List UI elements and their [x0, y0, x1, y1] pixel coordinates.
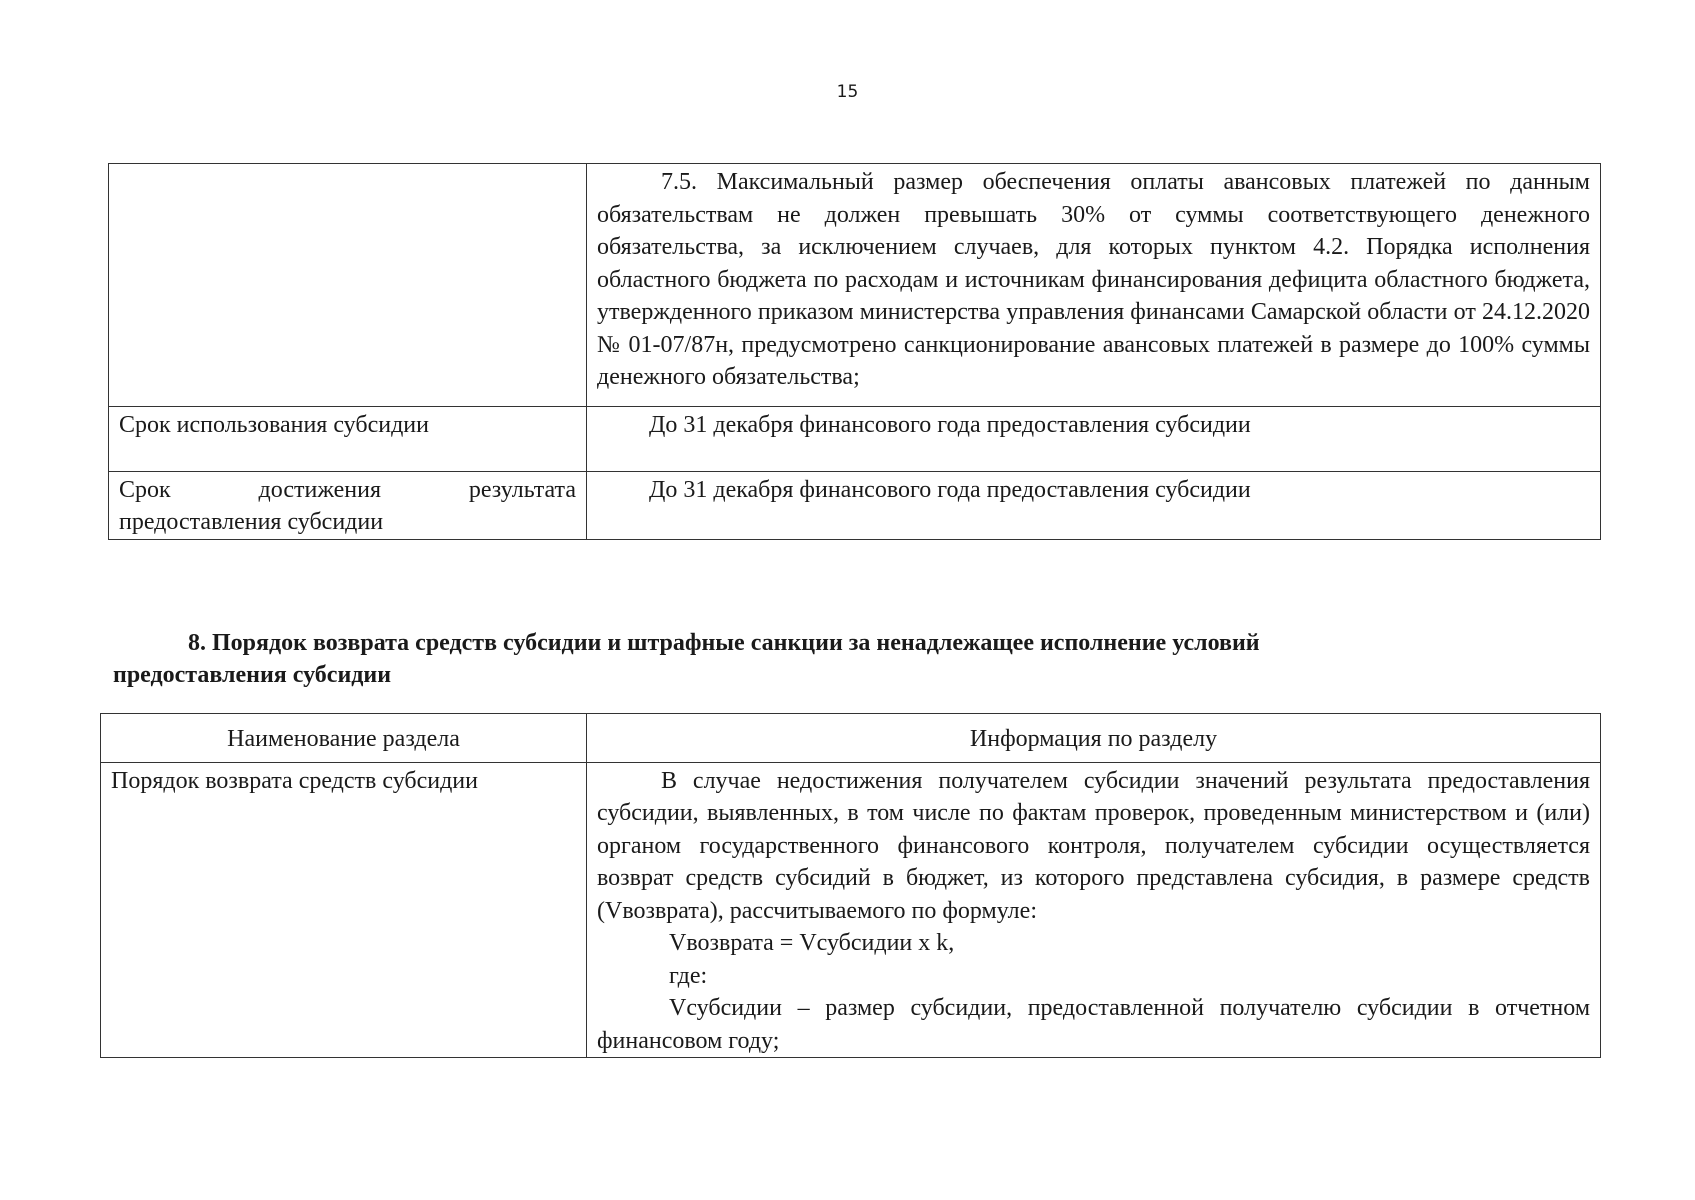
subsidy-terms-table: [108, 163, 1601, 540]
empty-cell: [109, 164, 587, 407]
table-header-row: [101, 714, 1601, 763]
result-achievement-term-label: [109, 471, 587, 539]
label-word: Срок: [119, 476, 171, 503]
label-word: достижения: [258, 476, 381, 503]
table-row: [101, 762, 1601, 1058]
page-number: 15: [836, 82, 859, 102]
refund-procedure-label: Порядок возврата средств субсидии: [101, 762, 587, 1058]
section-heading-line1: 8. Порядок возврата средств субсидии и штрафные санкции за ненадлежащее исполнение условий: [188, 630, 1260, 656]
label-word: результата: [468, 476, 576, 503]
label-first-line: [119, 474, 576, 507]
refund-procedure-table: [100, 713, 1601, 1058]
table-cell: [587, 164, 1601, 407]
subsidy-usage-term-value: До 31 декабря финансового года предоставления субсидии: [587, 406, 1601, 471]
formula-definition: Vсубсидии – размер субсидии, предоставленной получателю субсидии в отчетном финансовом году;: [597, 995, 1590, 1054]
advance-payment-clause: 7.5. Максимальный размер обеспечения оплаты авансовых платежей по данным обязательствам не должен превышать 30% от суммы соответствующего денежного обязательства, за исключением случаев, для которых пунктом 4.2. Порядка исполнения областного бюджета по расходам и источникам финансирования дефицита областного бюджета, утвержденного приказом министерства управления финансами Самарской области от 24.12.2020 № 01-07/87н, предусмотрено санкционирование авансовых платежей в размере до 100% суммы денежного обязательства;: [597, 169, 1590, 390]
table-row: [109, 406, 1601, 471]
table-row: [109, 164, 1601, 407]
section-heading-line2: предоставления субсидии: [113, 662, 392, 688]
label-second-line: предоставления субсидии: [119, 509, 384, 535]
subsidy-usage-term-label: Срок использования субсидии: [109, 406, 587, 471]
result-achievement-term-value: До 31 декабря финансового года предоставления субсидии: [587, 471, 1601, 539]
refund-procedure-info: [587, 762, 1601, 1058]
formula-where: где:: [669, 962, 708, 989]
column-header-section-name: Наименование раздела: [101, 714, 587, 763]
table-row: [109, 471, 1601, 539]
column-header-section-info: Информация по разделу: [587, 714, 1601, 763]
section-heading: [113, 627, 1593, 691]
refund-formula: Vвозврата = Vсубсидии x k,: [669, 930, 955, 956]
refund-paragraph: В случае недостижения получателем субсидии значений результата предоставления субсидии, выявленных, в том числе по фактам проверок, проведенным министерством и (или) органом государственного финансового контроля, получателем субсидии осуществляется возврат средств субсидий в бюджет, из которого представлена субсидия, в размере средств (Vвозврата), рассчитываемого по формуле:: [597, 767, 1590, 924]
